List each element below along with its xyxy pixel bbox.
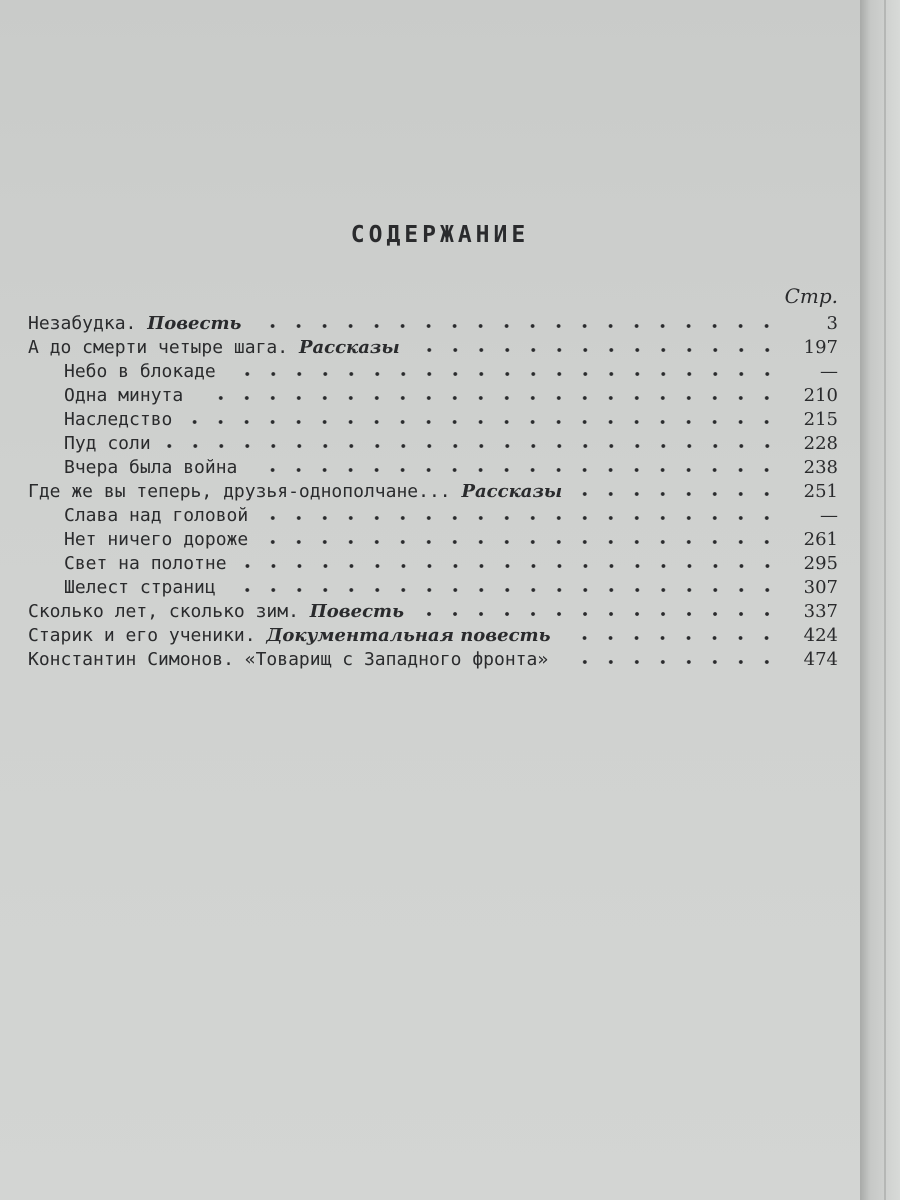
- dot-leader: [262, 515, 780, 521]
- toc-subentry: [28, 430, 838, 454]
- toc-entry-title: Пуд соли: [64, 433, 151, 454]
- toc-entry-page: 251: [803, 481, 838, 502]
- toc-entry-title: Наследство: [64, 409, 173, 430]
- dot-leader: [262, 539, 780, 545]
- contents-title: СОДЕРЖАНИЕ: [350, 222, 530, 248]
- toc-entry-page: 261: [803, 529, 838, 550]
- toc-entry-page: —: [820, 505, 838, 526]
- toc-entry-title: Незабудка. Повесть: [28, 313, 242, 334]
- toc-entry: [28, 622, 838, 646]
- toc-entry-page: —: [820, 361, 838, 382]
- toc-entry-title: Небо в блокаде: [64, 361, 216, 382]
- toc-entry-title: Одна минута: [64, 385, 184, 406]
- dot-leader: [251, 467, 780, 473]
- toc-entry-page: 228: [803, 433, 838, 454]
- toc-entry-title: А до смерти четыре шага. Рассказы: [28, 337, 400, 358]
- toc-subentry: [28, 550, 838, 574]
- toc-subentry: [28, 382, 838, 406]
- dot-leader: [562, 659, 780, 665]
- toc-entry-page: 215: [803, 409, 838, 430]
- dot-leader: [418, 611, 780, 617]
- toc-entry-page: 197: [803, 337, 838, 358]
- toc-subentry: [28, 358, 838, 382]
- dot-leader: [564, 635, 780, 641]
- dot-leader: [186, 419, 780, 425]
- page-edge: [860, 0, 900, 1200]
- toc-entry-title: Старик и его ученики. Документальная повесть: [28, 625, 551, 646]
- toc-entry-page: 424: [803, 625, 838, 646]
- toc-entry-title: Шелест страниц: [64, 577, 216, 598]
- dot-leader: [576, 491, 780, 497]
- toc-subentry: [28, 526, 838, 550]
- toc-subentry: [28, 406, 838, 430]
- table-of-contents: [28, 310, 838, 670]
- toc-entry: [28, 646, 838, 670]
- dot-leader: [230, 371, 780, 377]
- toc-entry-page: 238: [803, 457, 838, 478]
- toc-entry-title: Нет ничего дороже: [64, 529, 249, 550]
- toc-entry-title: Вчера была война: [64, 457, 238, 478]
- toc-entry-genre: Рассказы: [298, 337, 400, 358]
- toc-subentry: [28, 574, 838, 598]
- dot-leader: [197, 395, 780, 401]
- toc-entry: [28, 310, 838, 334]
- page-column-label: Стр.: [784, 284, 838, 308]
- toc-entry: [28, 598, 838, 622]
- toc-subentry: [28, 502, 838, 526]
- toc-entry: [28, 334, 838, 358]
- toc-entry-page: 337: [803, 601, 838, 622]
- toc-entry-title: Константин Симонов. «Товарищ с Западного фронта»: [28, 649, 549, 670]
- toc-entry-genre: Повесть: [147, 313, 242, 334]
- page-edge-line: [884, 0, 886, 1200]
- dot-leader: [230, 587, 780, 593]
- toc-entry-title: Свет на полотне: [64, 553, 227, 574]
- dot-leader: [414, 347, 780, 353]
- toc-entry-page: 3: [826, 313, 838, 334]
- toc-entry-title: Сколько лет, сколько зим. Повесть: [28, 601, 404, 622]
- toc-entry-genre: Документальная повесть: [266, 625, 551, 646]
- toc-entry-genre: Повесть: [309, 601, 404, 622]
- dot-leader: [241, 563, 780, 569]
- toc-subentry: [28, 454, 838, 478]
- toc-entry-title: Слава над головой: [64, 505, 249, 526]
- dot-leader: [255, 323, 780, 329]
- dot-leader: [165, 443, 780, 449]
- toc-entry-title: Где же вы теперь, друзья-однополчане... Рассказы: [28, 481, 563, 502]
- toc-entry-page: 210: [803, 385, 838, 406]
- toc-entry-genre: Рассказы: [461, 481, 563, 502]
- toc-entry: [28, 478, 838, 502]
- toc-entry-page: 307: [803, 577, 838, 598]
- toc-entry-page: 295: [803, 553, 838, 574]
- toc-entry-page: 474: [803, 649, 838, 670]
